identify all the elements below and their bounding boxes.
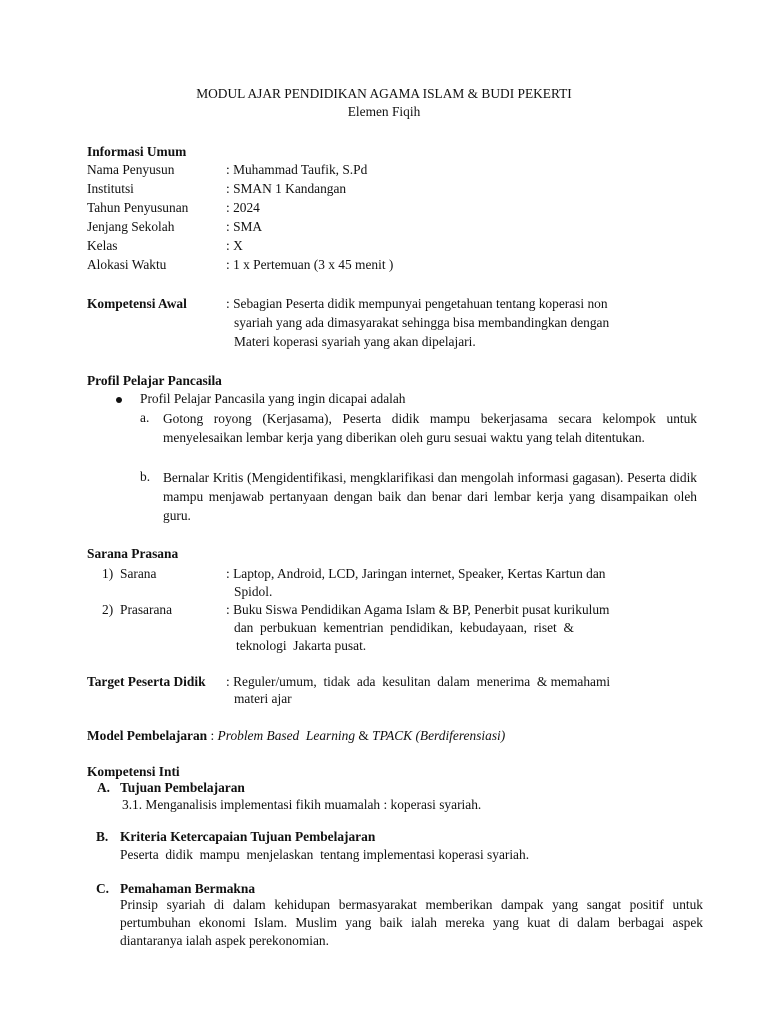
info-value: : 1 x Pertemuan (3 x 45 menit ) [226, 257, 394, 272]
prasarana-label: Prasarana [120, 602, 173, 617]
kompetensi-awal-heading: Kompetensi Awal [87, 296, 187, 311]
target-line: : Reguler/umum, tidak ada kesulitan dalam menerima & memahami [226, 674, 611, 689]
kompetensi-awal-line: syariah yang ada dimasyarakat sehingga bisa membandingkan dengan [234, 315, 610, 330]
prasarana-line: teknologi Jakarta pusat. [236, 638, 367, 653]
sarana-line: Spidol. [234, 584, 273, 599]
info-value: : Muhammad Taufik, S.Pd [226, 162, 368, 177]
informasi-umum-heading: Informasi Umum [87, 144, 187, 159]
model-heading: Model Pembelajaran [87, 728, 208, 743]
sarana-label: Sarana [120, 566, 157, 581]
profil-item-text: Bernalar Kritis (Mengidentifikasi, mengklarifikasi dan mengolah informasi gagasan). Peserta didik mampu menjawab pertanyaan dengan baik dan benar dari lembar kerja yang disampaikan oleh guru. [163, 470, 697, 523]
model-secondary: TPACK (Berdiferensiasi) [372, 728, 506, 743]
model-primary: Problem Based Learning [217, 728, 356, 743]
model-separator: : [207, 728, 218, 743]
document-subtitle: Elemen Fiqih [347, 104, 421, 119]
prasarana-marker: 2) [102, 602, 114, 617]
info-label: Jenjang Sekolah [87, 219, 175, 234]
info-value: : SMA [226, 219, 263, 234]
model-pembelajaran [87, 727, 505, 745]
profil-bullet-text: Profil Pelajar Pancasila yang ingin dicapai adalah [140, 391, 406, 406]
profil-pelajar-heading: Profil Pelajar Pancasila [87, 373, 222, 388]
document-title: MODUL AJAR PENDIDIKAN AGAMA ISLAM & BUDI PEKERTI [196, 86, 572, 101]
prasarana-line: : Buku Siswa Pendidikan Agama Islam & BP, Penerbit pusat kurikulum [226, 602, 610, 617]
info-label: Institutsi [87, 181, 134, 196]
kompetensi-awal-line: Materi koperasi syariah yang akan dipelajari. [234, 334, 476, 349]
info-value: : SMAN 1 Kandangan [226, 181, 347, 196]
sarana-heading: Sarana Prasana [87, 546, 179, 561]
section-c-marker: C. [96, 881, 110, 896]
target-line: materi ajar [234, 691, 292, 706]
profil-item-marker: a. [140, 410, 150, 425]
section-c-title: Pemahaman Bermakna [120, 881, 256, 896]
info-value: : 2024 [226, 200, 260, 215]
section-a-marker: A. [97, 780, 111, 795]
info-label: Nama Penyusun [87, 162, 175, 177]
info-label: Tahun Penyusunan [87, 200, 189, 215]
section-c-text: Prinsip syariah di dalam kehidupan bermasyarakat memberikan dampak yang sangat positif untuk pertumbuhan ekonomi Islam. Muslim yang baik ialah mereka yang kuat di dalam berbagai aspek diantaranya ialah aspek perekonomian. [120, 897, 703, 948]
profil-item-text: Gotong royong (Kerjasama), Peserta didik mampu bekerjasama secara kelompok untuk menyelesaikan lembar kerja yang diberikan oleh guru sesuai waktu yang telah ditentukan. [163, 411, 697, 445]
info-label: Kelas [87, 238, 118, 253]
section-b-marker: B. [96, 829, 109, 844]
section-b-text: Peserta didik mampu menjelaskan tentang implementasi koperasi syariah. [120, 847, 530, 862]
model-connector: & [355, 728, 373, 743]
target-heading: Target Peserta Didik [87, 674, 206, 689]
info-label: Alokasi Waktu [87, 257, 167, 272]
kompetensi-inti-heading: Kompetensi Inti [87, 764, 180, 779]
info-value: : X [226, 238, 243, 253]
profil-item-marker: b. [140, 469, 151, 484]
kompetensi-awal-line: : Sebagian Peserta didik mempunyai pengetahuan tentang koperasi non [226, 296, 608, 311]
section-b-title: Kriteria Ketercapaian Tujuan Pembelajaran [120, 829, 376, 844]
bullet-icon [116, 397, 122, 403]
section-a-text: 3.1. Menganalisis implementasi fikih muamalah : koperasi syariah. [122, 797, 482, 812]
sarana-marker: 1) [102, 566, 114, 581]
section-a-title: Tujuan Pembelajaran [120, 780, 245, 795]
sarana-line: : Laptop, Android, LCD, Jaringan internet, Speaker, Kertas Kartun dan [226, 566, 606, 581]
prasarana-line: dan perbukuan kementrian pendidikan, kebudayaan, riset & [234, 620, 574, 635]
